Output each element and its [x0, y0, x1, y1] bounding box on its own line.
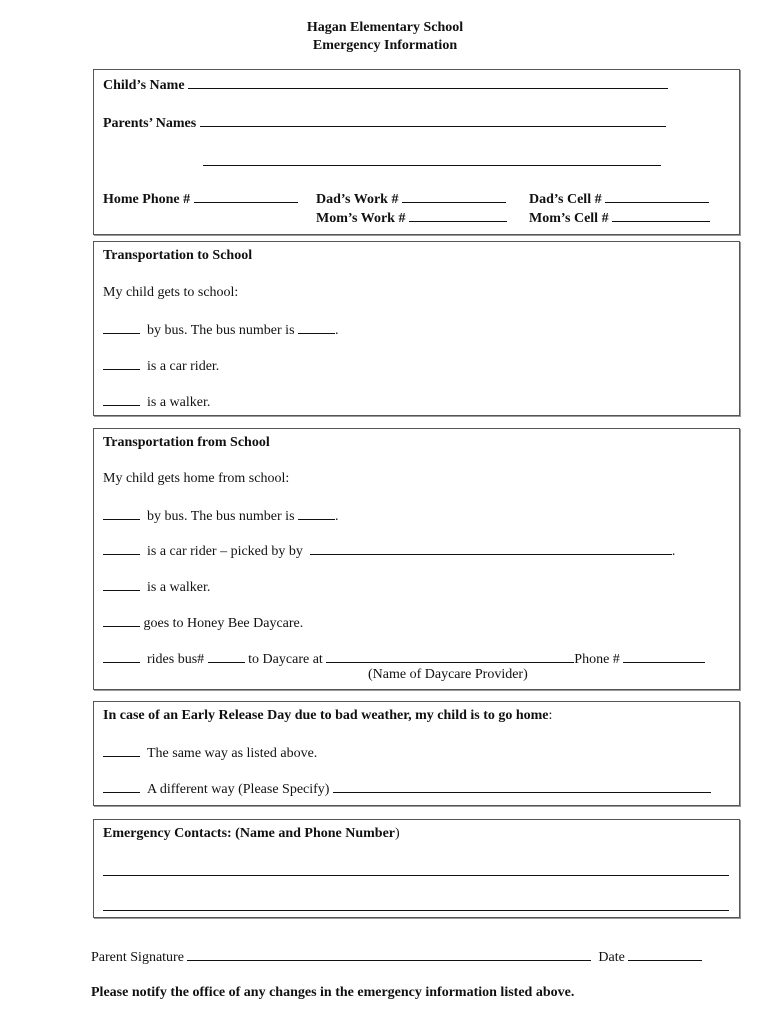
- daycare-phone-label: Phone #: [574, 652, 620, 667]
- school-name: Hagan Elementary School: [306, 20, 464, 35]
- to-school-bus-number-field[interactable]: [298, 321, 335, 334]
- moms-cell-field[interactable]: [612, 209, 710, 222]
- home-phone-field[interactable]: [194, 190, 298, 203]
- from-school-car-check[interactable]: [103, 542, 140, 555]
- dads-work-label: Dad’s Work #: [316, 192, 399, 207]
- rides-bus-row: [103, 650, 705, 668]
- rides-bus-text: rides bus#: [147, 652, 205, 667]
- same-way-row: [103, 744, 317, 762]
- home-phone-label: Home Phone #: [103, 192, 191, 207]
- dads-work-field[interactable]: [402, 190, 506, 203]
- date-field[interactable]: [628, 948, 702, 961]
- to-school-walk-text: is a walker.: [147, 395, 211, 410]
- same-way-check[interactable]: [103, 744, 140, 757]
- notice-text: Please notify the office of any changes in the emergency information listed above.: [91, 985, 575, 1000]
- daycare-text: goes to Honey Bee Daycare.: [143, 616, 304, 631]
- home-phone-row: [103, 190, 298, 208]
- signature-field[interactable]: [187, 948, 591, 961]
- date-label: Date: [598, 950, 625, 965]
- early-release-colon: :: [548, 708, 553, 723]
- signature-row: [91, 948, 702, 966]
- parents-names-field-2[interactable]: [203, 165, 661, 166]
- emergency-close-paren: ): [395, 826, 400, 841]
- parents-names-label: Parents’ Names: [103, 116, 197, 131]
- moms-work-label: Mom’s Work #: [316, 211, 406, 226]
- provider-caption: (Name of Daycare Provider): [368, 667, 528, 682]
- different-way-text: A different way (Please Specify): [147, 782, 330, 797]
- to-school-walk-row: [103, 393, 210, 411]
- from-school-bus-number-field[interactable]: [298, 507, 335, 520]
- moms-cell-row: [529, 209, 710, 227]
- parents-names-field[interactable]: [200, 114, 666, 127]
- rides-bus-number-field[interactable]: [208, 650, 245, 663]
- from-school-walk-row: [103, 578, 210, 596]
- to-school-bus-row: by bus. The bus number is .: [103, 321, 339, 339]
- moms-work-field[interactable]: [409, 209, 507, 222]
- daycare-phone-field[interactable]: [623, 650, 705, 663]
- from-school-intro: My child gets home from school:: [103, 471, 290, 486]
- from-school-car-text: is a car rider – picked by by: [147, 544, 303, 559]
- different-way-row: [103, 780, 711, 798]
- from-school-bus-check[interactable]: [103, 507, 140, 520]
- from-school-bus-row: by bus. The bus number is .: [103, 507, 339, 525]
- pickup-person-field[interactable]: [310, 542, 672, 555]
- emergency-heading: Emergency Contacts: (Name and Phone Number: [103, 826, 396, 841]
- to-school-bus-check[interactable]: [103, 321, 140, 334]
- to-school-heading: Transportation to School: [103, 248, 253, 263]
- to-school-walk-check[interactable]: [103, 393, 140, 406]
- from-school-heading: Transportation from School: [103, 435, 270, 450]
- to-daycare-text: to Daycare at: [248, 652, 323, 667]
- dads-cell-label: Dad’s Cell #: [529, 192, 602, 207]
- from-school-walk-check[interactable]: [103, 578, 140, 591]
- to-school-bus-text: by bus. The bus number is: [147, 323, 295, 338]
- daycare-provider-field[interactable]: [326, 650, 574, 663]
- moms-work-row: [316, 209, 507, 227]
- from-school-daycare-row: [103, 614, 303, 632]
- different-way-field[interactable]: [333, 780, 711, 793]
- daycare-check[interactable]: [103, 614, 140, 627]
- child-name-field[interactable]: [188, 76, 668, 89]
- dads-cell-field[interactable]: [605, 190, 709, 203]
- parents-names-row: [103, 114, 666, 132]
- emergency-contact-line-2[interactable]: [103, 910, 729, 911]
- rides-bus-check[interactable]: [103, 650, 140, 663]
- different-way-check[interactable]: [103, 780, 140, 793]
- emergency-heading-row: [103, 826, 400, 842]
- to-school-car-text: is a car rider.: [147, 359, 220, 374]
- form-title: Emergency Information: [312, 38, 458, 53]
- child-name-row: [103, 76, 668, 94]
- to-school-car-row: [103, 357, 219, 375]
- dads-work-row: [316, 190, 506, 208]
- early-release-heading: In case of an Early Release Day due to bad weather, my child is to go home: [103, 708, 549, 723]
- from-school-car-row: is a car rider – picked by by .: [103, 542, 675, 560]
- from-school-walk-text: is a walker.: [147, 580, 211, 595]
- emergency-contact-line-1[interactable]: [103, 875, 729, 876]
- to-school-car-check[interactable]: [103, 357, 140, 370]
- child-name-label: Child’s Name: [103, 78, 185, 93]
- early-release-heading-row: [103, 708, 552, 724]
- moms-cell-label: Mom’s Cell #: [529, 211, 609, 226]
- to-school-intro: My child gets to school:: [103, 285, 239, 300]
- dads-cell-row: [529, 190, 709, 208]
- same-way-text: The same way as listed above.: [147, 746, 318, 761]
- from-school-bus-text: by bus. The bus number is: [147, 509, 295, 524]
- signature-label: Parent Signature: [91, 950, 184, 965]
